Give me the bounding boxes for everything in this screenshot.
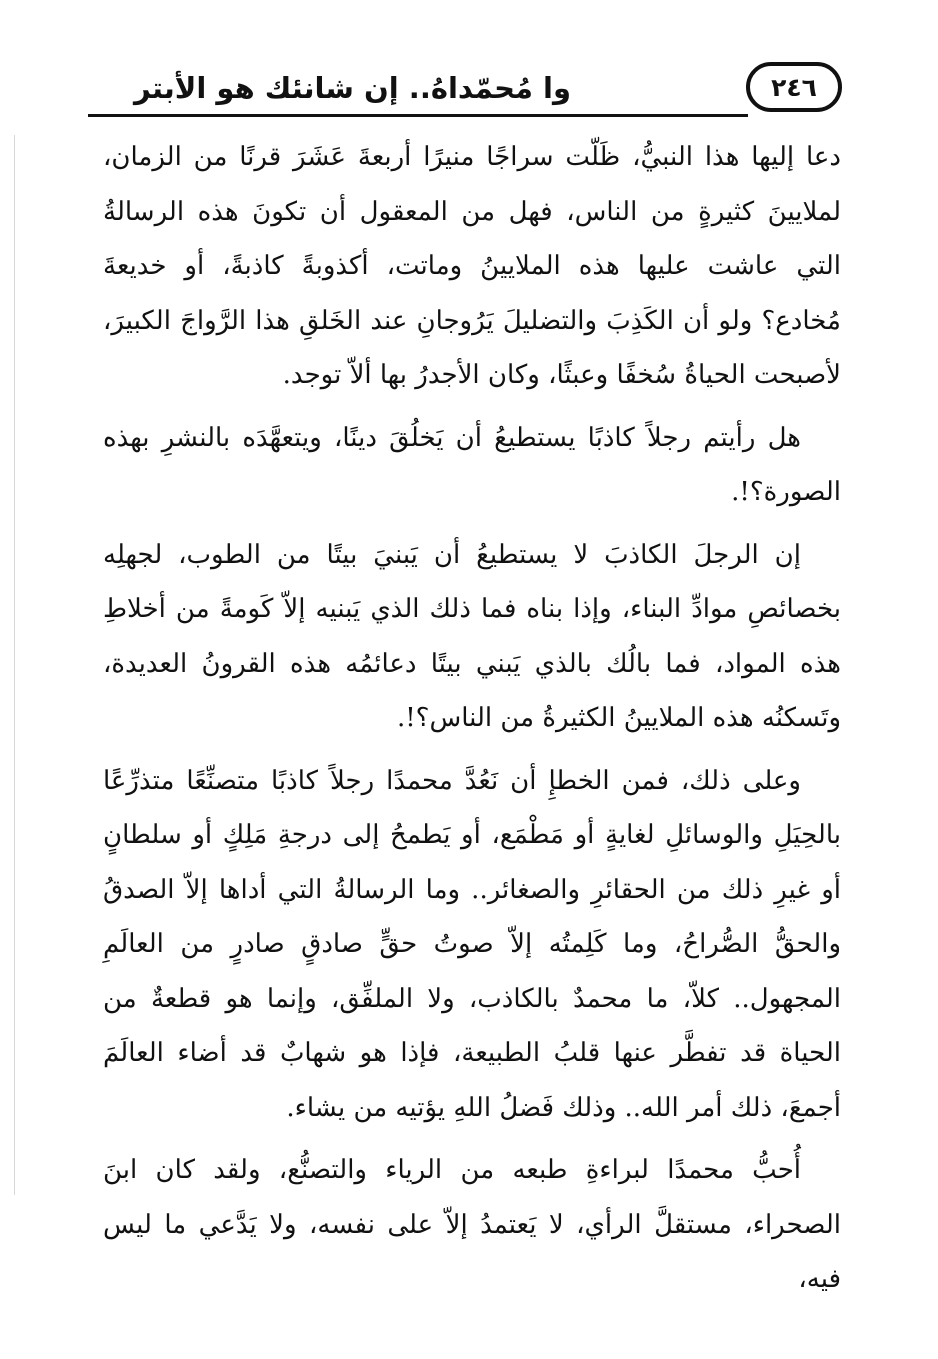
header-rule: [88, 114, 748, 117]
paragraph: هل رأيتم رجلاً كاذبًا يستطيعُ أن يَخلُقَ دينًا، ويتعهَّدَه بالنشرِ بهذه الصورة؟!.: [103, 422, 841, 507]
paragraph: وعلى ذلك، فمن الخطإِ أن نَعُدَّ محمدًا رجلاً كاذبًا متصنِّعًا متذرِّعًا بالحِيَلِ والوسائلِ لغايةٍ أو مَطْمَع، أو يَطمحُ إلى درجةِ مَلِكٍ أو سلطانٍ أو غيرِ ذلك من الحقائرِ والصغائر.. وما الرسالةُ التي أداها إلاّ الصدقُ والحقُّ الصُّراحُ، وما كَلِمتُه إلاّ صوتُ حقٍّ صادقٍ صادرٍ من العالَمِ المجهول.. كلاّ، ما محمدٌ بالكاذب، ولا الملفِّق، وإنما هو قطعةٌ من الحياة قد تفطَّر عنها قلبُ الطبيعة، فإذا هو شهابٌ قد أضاء العالَمَ أجمعَ، ذلك أمر الله.. وذلك فَضلُ اللهِ يؤتيه من يشاء.: [103, 765, 842, 1123]
page-number: ٢٤٦: [771, 72, 817, 102]
scan-edge-line: [14, 135, 15, 1195]
page-number-badge: [746, 62, 842, 112]
paragraph: أُحبُّ محمدًا لبراءةِ طبعه من الرياء والتصنُّع، ولقد كان ابنَ الصحراء، مستقلَّ الرأي، لا يَعتمدُ إلاّ على نفسه، ولا يَدَّعي ما ليس فيه،: [103, 1155, 841, 1294]
paragraph: إن الرجلَ الكاذبَ لا يستطيعُ أن يَبنيَ بيتًا من الطوب، لجهلِه بخصائصِ موادِّ البناء، وإذا بناه فما ذلك الذي يَبنيه إلاّ كَومةً من أخلاطِ هذه المواد، فما بالُك بالذي يَبني بيتًا دعائمُه هذه القرونُ العديدة، وتَسكنُه هذه الملايينُ الكثيرةُ من الناس؟!.: [103, 539, 841, 733]
running-title: وا مُحمّداهُ.. إن شانئك هو الأبتر: [134, 71, 572, 105]
paragraph-continuation: دعا إليها هذا النبيُّ، ظَلّت سراجًا منيرًا أربعةَ عَشَرَ قرنًا من الزمان، لملايينَ كثيرةٍ من الناس، فهل من المعقول أن تكونَ هذه الرسالةُ التي عاشت عليها هذه الملايينُ وماتت، أكذوبةً كاذبةً، أو خديعةَ مُخادع؟ ولو أن الكَذِبَ والتضليلَ يَرُوجانِ عند الخَلقِ هذا الرَّواجَ الكبيرَ، لأصبحت الحياةُ سُخفًا وعبثًا، وكان الأجدرُ بها ألاّ توجد.: [103, 142, 841, 390]
running-header: [88, 62, 842, 122]
body-text: [103, 130, 841, 1307]
